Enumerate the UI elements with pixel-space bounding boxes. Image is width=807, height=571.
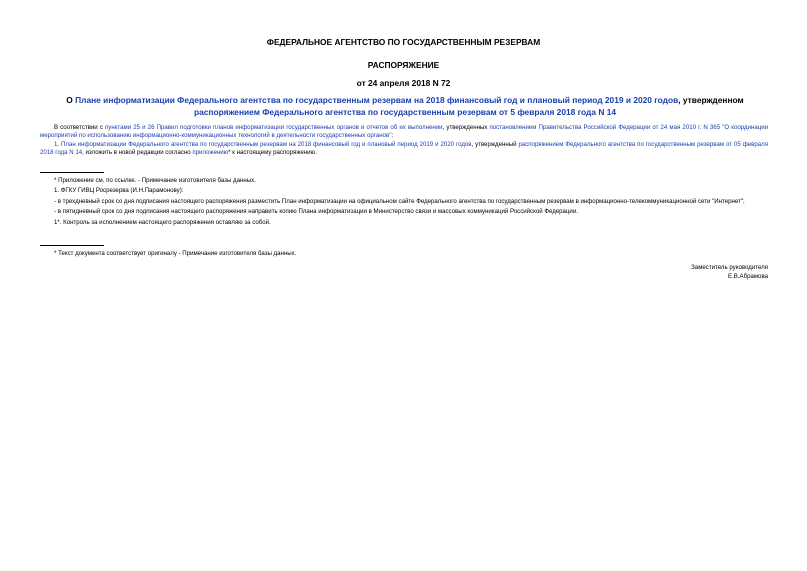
document-body [40,124,768,158]
signature-name: Е.В.Абрамова [728,273,768,280]
paragraph-preamble [40,124,768,141]
title-prefix: О [66,95,76,105]
footnote-original: * Текст документа соответствует оригиналу - Примечание изготовителя базы данных. [54,250,297,257]
preamble-text-3: : [391,132,394,140]
title-order-link[interactable]: распоряжением Федерального агентства по государственным резервам от 5 февраля 2018 года N 14 [193,107,617,117]
item1-text-3: * к настоящему распоряжению. [228,149,317,157]
title-mid: , утвержденном [678,95,744,105]
document-title [40,94,770,118]
item-publish: - в трехдневный срок со дня подписания настоящего распоряжения разместить План информатизации на официальном сайте Федерального агентства по государственным резервам в информационно-телекоммуникационной сети "Интернет"; [54,197,745,205]
footnote-divider-2 [40,245,104,246]
order-link[interactable]: распоряжением Федерального агентства по государственным резервам от 05 февраля 2018 года N 14 [40,140,768,157]
item1-text-2: , изложить в новой редакции согласно [82,149,193,157]
preamble-text-1: В соответствии с [54,124,105,131]
footnote-divider-1 [40,172,104,173]
document-date: от 24 апреля 2018 N 72 [356,78,451,88]
paragraph-item-1 [40,141,768,158]
item-fgku: 1. ФГКУ ГИВЦ Росрезерва (И.Н.Парамонову): [54,187,184,195]
item1-text-1: , утвержденный [471,140,519,148]
preamble-text-2: , утвержденных [442,124,490,131]
document-type: РАСПОРЯЖЕНИЕ [367,60,440,70]
plan-link[interactable]: 1. План информатизации Федерального агентства по государственным резервам на 2018 финансовый год и плановый период 2019 и 2020 годов [54,140,472,148]
signature-position: Заместитель руководителя [691,264,768,271]
rules-link[interactable]: пунктами 25 и 26 Правил подготовки планов информатизации государственных органов и отчетов об их выполнении [104,124,443,131]
agency-name: ФЕДЕРАЛЬНОЕ АГЕНТСТВО ПО ГОСУДАРСТВЕННЫМ РЕЗЕРВАМ [266,37,541,47]
government-decree-link[interactable]: постановлением Правительства Российской Федерации от 24 мая 2010 г. N 365 "О координации мероприятий по использованию информационно-коммуникационных технологий в деятельности государственных органов" [40,124,769,140]
title-plan-link[interactable]: Плане информатизации Федерального агентства по государственным резервам на 2018 финансовый год и плановый период 2019 и 2020 годов [75,95,679,105]
appendix-link[interactable]: приложению [192,149,229,157]
footnote-original-wrap [40,250,768,258]
item-send-copy: - в пятидневный срок со дня подписания настоящего распоряжения направить копию Плана информатизации в Министерство связи и массовых коммуникаций Российской Федерации. [54,208,578,216]
footnote-appendix: * Приложение см. по ссылке. - Примечание изготовителя базы данных. [54,177,256,184]
footnote-and-items [40,177,768,227]
item-control: 1*. Контроль за исполнением настоящего распоряжения оставляю за собой. [54,218,271,226]
